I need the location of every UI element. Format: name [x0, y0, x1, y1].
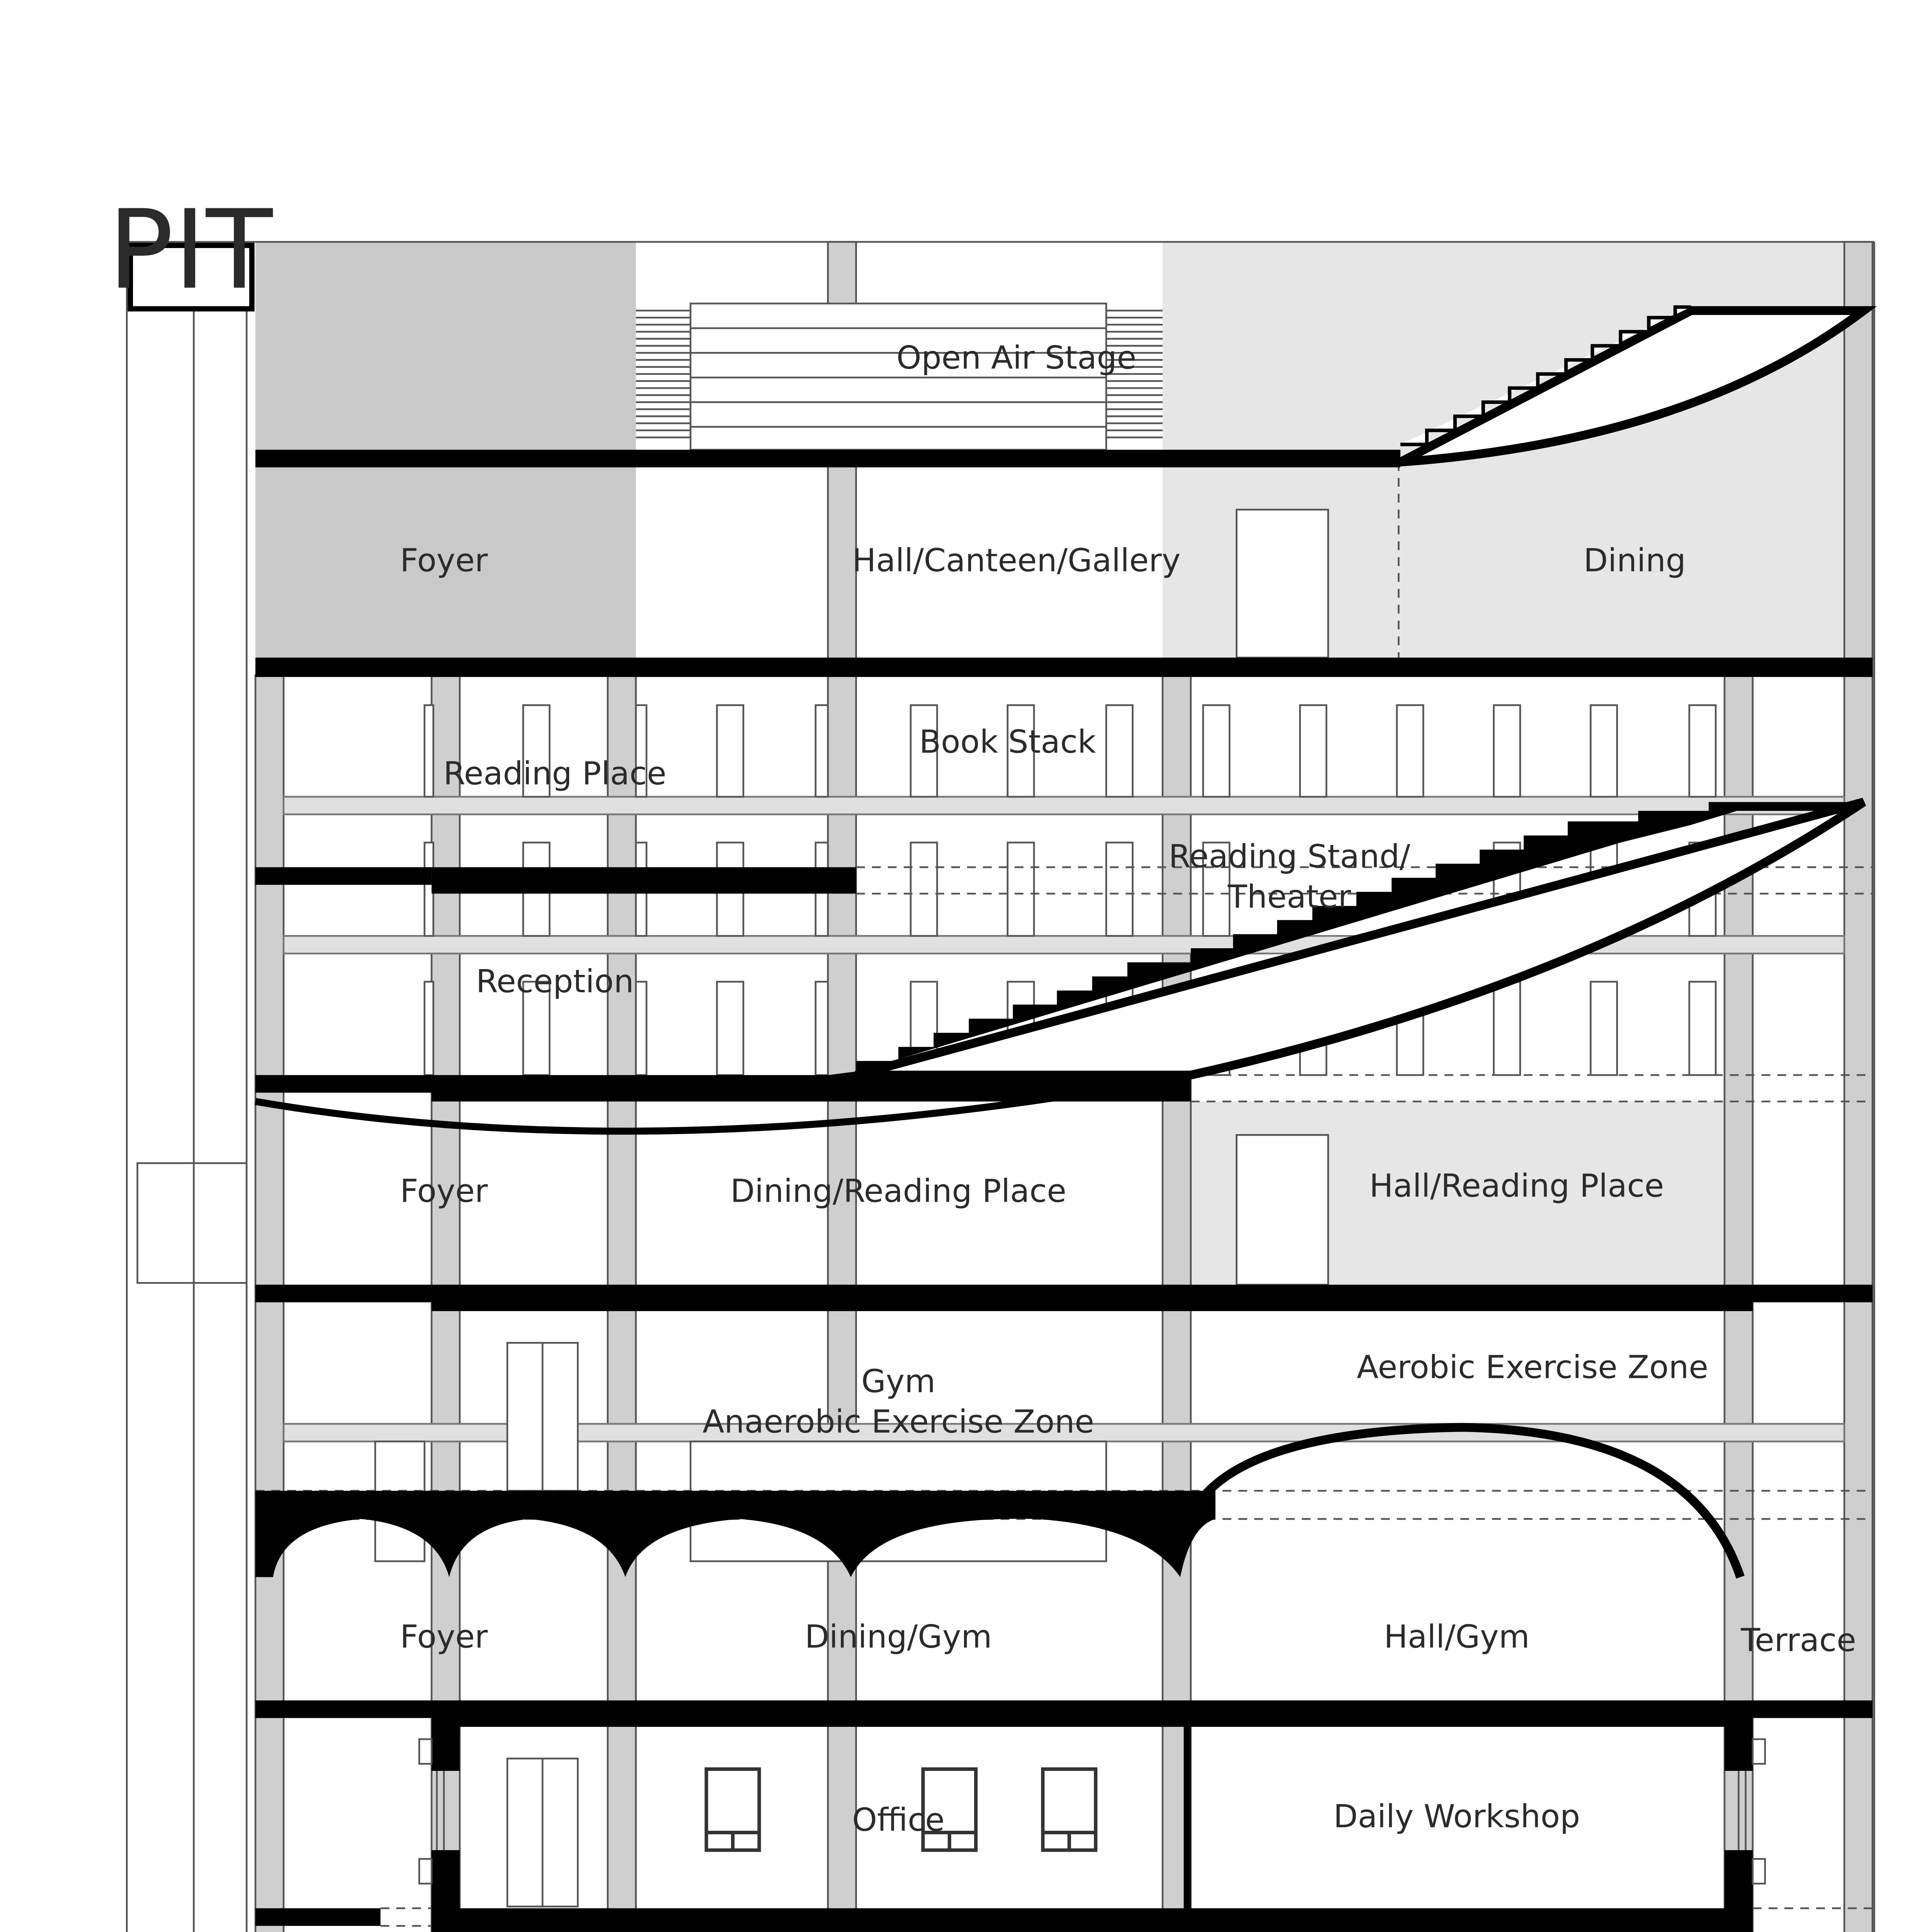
hall-gym-label: Hall/Gym [1384, 1618, 1530, 1655]
open-air-stage-label: Open Air Stage [896, 340, 1136, 377]
daily-workshop-label: Daily Workshop [1333, 1798, 1580, 1835]
aerobic-zone-label: Aerobic Exercise Zone [1357, 1349, 1708, 1386]
foyer-top-label: Foyer [400, 542, 488, 579]
hall-canteen-gallery-label: Hall/Canteen/Gallery [852, 542, 1181, 579]
reading-stand-label-2: Theater [1228, 879, 1351, 916]
hall-reading-place-label: Hall/Reading Place [1369, 1167, 1664, 1204]
terrace-label: Terrace [1741, 1622, 1856, 1659]
foyer-mid-label: Foyer [400, 1173, 488, 1210]
stage-stairs [636, 304, 1163, 450]
dining-gym-label: Dining/Gym [804, 1618, 992, 1655]
reading-stand-label-1: Reading Stand/ [1168, 838, 1410, 875]
anaerobic-zone-label: Anaerobic Exercise Zone [702, 1403, 1094, 1440]
reading-place-label: Reading Place [443, 755, 667, 793]
office-label: Office [852, 1801, 945, 1838]
pit-label: PIT [108, 186, 273, 314]
gym-label: Gym [861, 1363, 936, 1400]
dining-label: Dining [1583, 542, 1686, 579]
reception-upper-label: Reception [476, 963, 634, 1000]
book-stack-label: Book Stack [919, 724, 1096, 761]
dining-reading-place-label: Dining/Reading Place [730, 1173, 1066, 1210]
foyer-low-label: Foyer [400, 1618, 488, 1655]
